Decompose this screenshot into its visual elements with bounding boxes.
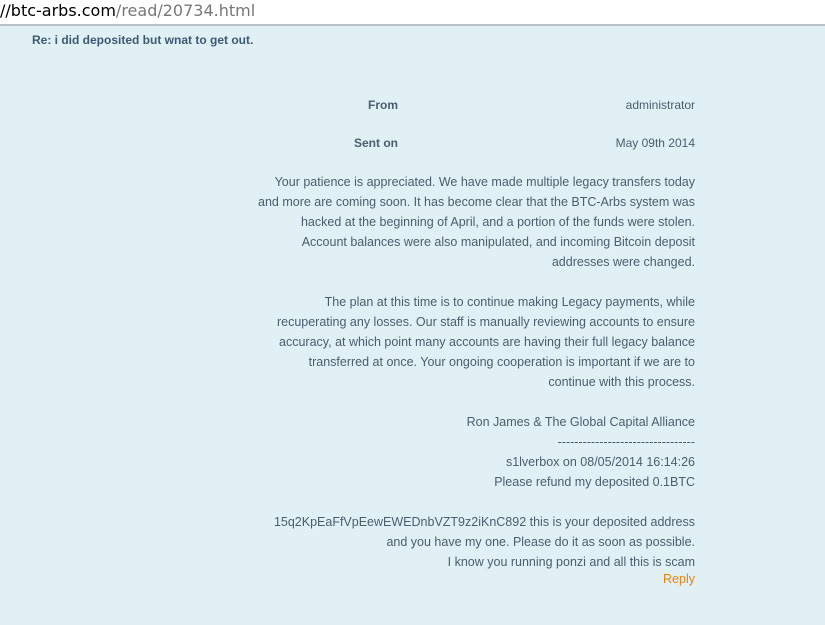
- body-line: Your patience is appreciated. We have made multiple legacy transfers today: [274, 175, 695, 189]
- address-bar[interactable]: [0, 0, 825, 26]
- quote-line: Please refund my deposited 0.1BTC: [494, 475, 695, 489]
- url-scheme: //: [0, 1, 11, 20]
- separator-line: ---------------------------------: [557, 435, 695, 449]
- quote-header: s1lverbox on 08/05/2014 16:14:26: [505, 455, 695, 469]
- body-line: addresses were changed.: [551, 255, 695, 269]
- body-line: hacked at the beginning of April, and a portion of the funds were stolen.: [300, 215, 695, 229]
- body-line: accuracy, at which point many accounts are having their full legacy balance: [279, 335, 695, 349]
- body-line: and more are coming soon. It has become clear that the BTC-Arbs system was: [258, 195, 695, 209]
- url-path: /read/20734.html: [115, 1, 256, 20]
- body-line: The plan at this time is to continue making Legacy payments, while: [324, 295, 695, 309]
- from-label: From: [368, 98, 398, 112]
- quote-line: 15q2KpEaFfVpEewEWEDnbVZT9z2iKnC892 this is your deposited address: [273, 515, 695, 529]
- sent-on-label: Sent on: [354, 136, 398, 150]
- body-line: Account balances were also manipulated, and incoming Bitcoin deposit: [301, 235, 695, 249]
- message-paragraph-2: [225, 292, 695, 392]
- message-paragraph-1: [225, 172, 695, 272]
- message-subject: Re: i did deposited but wnat to get out.: [32, 33, 254, 47]
- quote-line: and you have my one. Please do it as soon as possible.: [386, 535, 695, 549]
- from-value: administrator: [625, 98, 695, 112]
- reply-link[interactable]: Reply: [663, 572, 695, 586]
- url-host: btc-arbs.com: [10, 1, 116, 20]
- quote-line: I know you running ponzi and all this is scam: [447, 555, 695, 569]
- signature-block: [225, 412, 695, 492]
- quoted-paragraph: [225, 512, 695, 572]
- signature: Ron James & The Global Capital Alliance: [466, 415, 695, 429]
- url-text[interactable]: [0, 1, 255, 21]
- body-line: continue with this process.: [548, 375, 695, 389]
- sent-on-value: May 09th 2014: [615, 136, 695, 150]
- body-line: recuperating any losses. Our staff is manually reviewing accounts to ensure: [276, 315, 695, 329]
- body-line: transferred at once. Your ongoing cooperation is important if we are to: [308, 355, 695, 369]
